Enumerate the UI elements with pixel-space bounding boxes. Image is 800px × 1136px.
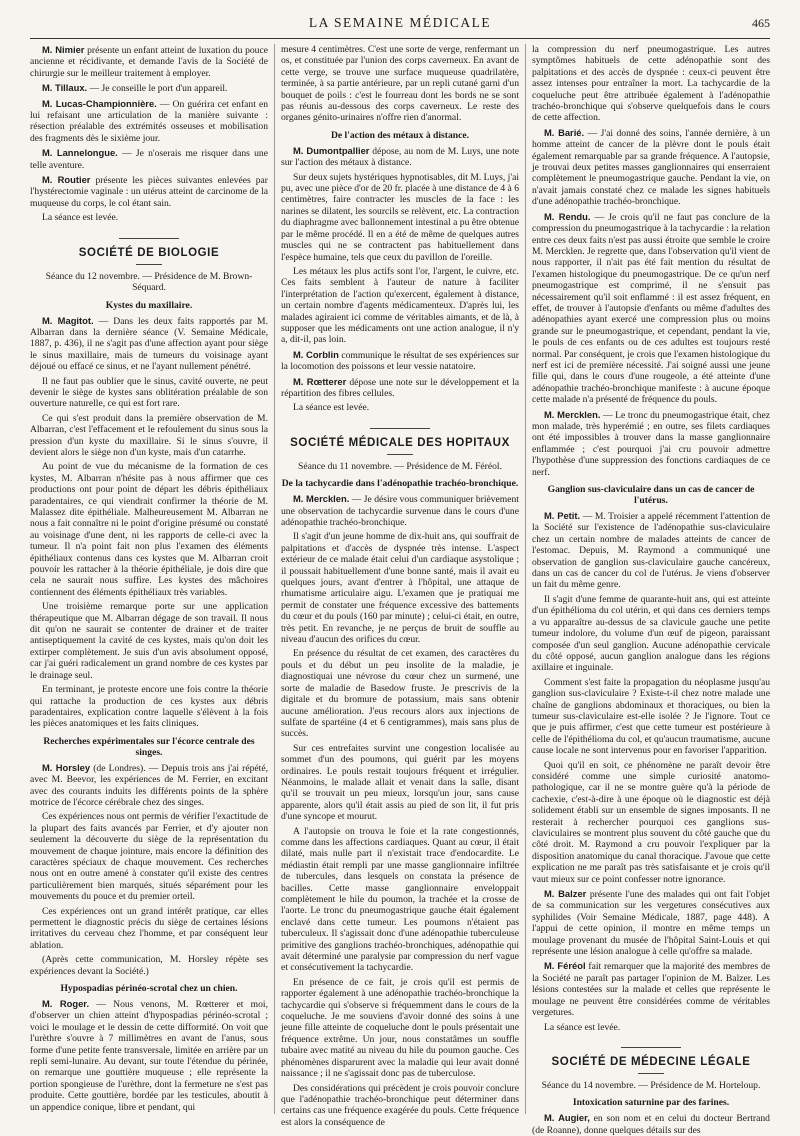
page-number: 465 bbox=[752, 16, 770, 30]
paragraph-text: — Le tronc du pneumogastrique était, chez mon malade, très hyperémié ; en outre, ses filets cardiaques ont été impossibles à trouver dans la masse ganglionnaire enflammée ; c'est pourquoi j'ai cru pouvoir admettre l'hypothèse d'une suppression des fonctions cardiaques de ce nerf. bbox=[532, 409, 770, 478]
paragraph-text: — M. Troisier a appelé récemment l'attention de la Société sur l'existence de l'adénopathie sus-claviculaire chez un certain nombre de malades atteints de cancer de l'estomac. Depuis, M. Raymond a communiqué une observation de ganglion sus-claviculaire gauche cancéreux, dans un cas de cancer du col de l'utérus. Je viens d'observer un fait du même genre. bbox=[532, 511, 770, 591]
paragraph bbox=[281, 376, 519, 400]
paragraph bbox=[30, 147, 268, 171]
paragraph-text: — Je conseille le port d'un appareil. bbox=[89, 83, 228, 95]
paragraph bbox=[30, 82, 268, 94]
paragraph: (Après cette communication, M. Horsley répète ses expériences devant la Société.) bbox=[30, 954, 268, 977]
paragraph: Les métaux les plus actifs sont l'or, l'argent, le cuivre, etc. Ces faits semblent à l'auteur de nature à faciliter l'interprétation de l'action qu'exercent, également à distance, un certain nombre d'agents médicamenteux. D'après lui, les malades agiraient ici comme de véritables aimants, et de là, à supposer que les médicaments ont une action analogue, il n'y a, dit-il, pas loin. bbox=[281, 265, 519, 346]
paragraph bbox=[532, 510, 770, 591]
session-meta: Séance du 12 novembre. — Présidence de M. Brown-Séquard. bbox=[45, 270, 253, 294]
paragraph: Sur deux sujets hystériques hypnotisables, dit M. Luys, j'ai pu, avec une pièce d'or de 20 fr. placée à une distance de 4 à 6 centimètres, faire contracter les muscles de la face : les narines se dilatent, les sourcils se relèvent, etc. La contraction du diaphragme avec ballonnement intestinal a pu être obtenue par le même procédé. Il en a été de même de quelques autres muscles qui ne se contractent pas habituellement dans l'espèce humaine, tels que ceux du pavillon de l'oreille. bbox=[281, 171, 519, 263]
paragraph bbox=[532, 211, 770, 406]
paragraph: Ces expériences nous ont permis de vérifier l'exactitude de la plupart des faits avancés par Ferrier, et d'y ajouter non seulement la découverte du siège de la représentation du mouvement de chaque jointure, mais encore la définition des caractères spéciaux de chaque mouvement. Ces recherches nous ont en outre amené à constater qu'il existe des centres particulièrement bien marqués, situés séparément pour les mouvements du pouce et du premier orteil. bbox=[30, 811, 268, 903]
paragraph bbox=[30, 98, 268, 145]
paragraph-text: — Nous venons, M. Rœtterer et moi, d'observer un chien atteint d'hypospadias périnéo-scrotal ; voici le moulage et le dessin de cette difformité. On voit que l'urèthre s'ouvre à 7 millimètres en avant de l'anus, sous forme d'une petite fente transversale, limitée en arrière par un repli semi-lunaire. Au devant, sur toute l'étendue du périnée, on remarque une gouttière muqueuse ; elle représente la portion spongieuse de l'urèthre, dont la fermeture ne s'est pas produite. Cette gouttière, bordée par les testicules, aboutit à un appendice conique, libre et pendant, qui bbox=[30, 999, 268, 1113]
speaker-name: M. Petit. bbox=[544, 510, 581, 522]
paragraph-text: — Dans les deux faits rapportés par M. Albarran dans la dernière séance (V. Semaine Médicale, 1887, p. 436), il ne s'agit pas d'une affection ayant pour siège le sinus maxillaire, mais de tumeurs du voisinage ayant déjoué ou effacé ce sinus, et ne l'ayant nullement pénétré. bbox=[30, 315, 268, 373]
speaker-name: M. Rœtterer bbox=[293, 375, 347, 387]
paragraph: Il s'agit d'un jeune homme de dix-huit ans, qui souffrait de palpitations et d'accès de dyspnée très intense. L'aspect extérieur de ce malade était celui d'un cardiaque asystolique ; il poussait habituellement d'une bonne santé, mais il avait eu quelques jours, avant d'entrer à l'hôpital, une attaque de rhumatisme articulaire aigu. L'examen que je pratiquai me permit de constater une fréquence excessive des battements du cœur et du pouls (160 par minute) ; celui-ci était, en outre, très petit. En revanche, je ne perçus de bruit de souffle au niveau d'aucun des orifices du cœur. bbox=[281, 531, 519, 646]
column-divider bbox=[274, 44, 275, 1114]
speaker-name: M. Dumontpallier bbox=[293, 144, 370, 156]
speaker-name: M. Tillaux. bbox=[42, 82, 88, 94]
paragraph-text: dépose une note sur le développement et la répartition des fibres cellules. bbox=[281, 376, 520, 399]
session-closing: La séance est levée. bbox=[293, 402, 370, 414]
paragraph: En terminant, je proteste encore une fois contre la théorie qui rattache la production de ces kystes aux débris paradentaires, explication contre laquelle s'élèvent à la fois les pièces anatomiques et les faits cliniques. bbox=[30, 684, 268, 730]
paragraph: A l'autopsie on trouva le foie et la rate congestionnés, comme dans les affections cardiaques. Quant au cœur, il était dilaté, mais nulle part il n'existait trace d'endocardite. Le médiastin était rempli par une masse ganglionnaire infiltrée de tubercules, dans lesquels on constata la présence de bacilles. Cette masse ganglionnaire enveloppait complètement le hile du poumon, la trachée et la crosse de l'aorte. Le tronc du pneumogastrique gauche était également enclavé dans cette tumeur. Les poumons n'étaient pas tuberculeux. Il s'agissait donc d'une adénopathie tuberculeuse primitive des ganglions trachéo-bronchiques, adénopathie qui avait déterminé une paralysie par compression du nerf vague et consécutivement la tachycardie. bbox=[281, 825, 519, 974]
paragraph bbox=[30, 998, 268, 1113]
speaker-name: M. Nimier bbox=[42, 44, 85, 55]
speaker-name: M. Augier, bbox=[544, 1112, 590, 1124]
paragraph: Quoi qu'il en soit, ce phénomène ne paraît devoir être considéré comme une simple curiosité anatomo-pathologique, car il ne se montre guère qu'à la période de cachexie, c'est-à-dire à une époque où le diagnostic est déjà solidement établi sur un ensemble de signes imposants. Il ne resterait à rechercher pourquoi ces ganglions sus-claviculaires se montrent plus souvent du côté gauche que du côté droit. M. Raymond a cru pouvoir l'expliquer par la disposition anatomique du canal thoracique. J'avoue que cette explication ne me paraît pas très satisfaisante et je crois qu'il vaut mieux sur ce point confesser notre ignorance. bbox=[532, 759, 770, 885]
paragraph: Des considérations qui précèdent je crois pouvoir conclure que l'adénopathie trachéo-bronchique peut déterminer dans certains cas une fréquence exagérée du pouls. Cette fréquence est alors la conséquence de bbox=[281, 1082, 519, 1128]
speaker-name: M. Magitot. bbox=[42, 314, 94, 326]
paragraph bbox=[532, 960, 770, 1018]
session-meta: Séance du 14 novembre. — Présidence de M. Horteloup. bbox=[541, 1079, 761, 1091]
paragraph-text: présente les pièces suivantes enlevées par l'hystérectomie vaginale : un utérus atteint de carcinome de la muqueuse du corps, le col étant sain. bbox=[30, 175, 268, 209]
paragraph-text: — Je désire vous communiquer brièvement une observation de tachycardie survenue dans le cours d'une adénopathie trachéo-bronchique. bbox=[281, 494, 519, 528]
paragraph-text: — On guérira cet enfant en lui refaisant une articulation de la manière suivante : résection préalable des extrémités osseuses et mobilisation des fragments dès le sixième jour. bbox=[30, 98, 268, 144]
paragraph: Il s'agit d'une femme de quarante-huit ans, qui est atteinte d'un épithélioma du col utérin, et qui dans ces derniers temps a vu apparaître au-dessus de sa clavicule gauche une petite tumeur indolore, du volume d'un œuf de pigeon, paraissant composée d'un seul ganglion. Aucune adénopathie cervicale du côté opposé, aucun ganglion analogue dans les régions axillaire et inguinale. bbox=[532, 593, 770, 674]
paragraph bbox=[30, 315, 268, 373]
paragraph bbox=[532, 409, 770, 478]
paragraph-text: — Je n'oserais me risquer dans une telle aventure. bbox=[30, 148, 268, 171]
speaker-name: M. Mercklen. bbox=[293, 493, 350, 505]
paragraph bbox=[532, 888, 770, 957]
paragraph bbox=[281, 145, 519, 169]
paragraph-text: (de Londres). — Depuis trois ans j'ai répété, avec M. Beevor, les expériences de M. Ferrier, en excitant avec des courants induits les différents points de la sphère motrice de l'écorce cérébrale chez des singes. bbox=[30, 762, 268, 808]
paragraph: En présence de ce fait, je crois qu'il est permis de rapporter également à une adénopathie trachéo-bronchique la tachycardie qui s'observe si fréquemment dans le cours de la coqueluche. Je me souviens d'avoir donné des soins à une jeune fille atteinte de coqueluche dont le pouls présentait une fréquence extrême. Un jour, nous constatâmes un souffle tubaire avec matité au niveau du hile du poumon gauche. Ces phénomènes disparurent avec la maladie qui leur avait donné naissance ; il ne s'agissait donc pas de tuberculose. bbox=[281, 976, 519, 1080]
paragraph: Comment s'est faite la propagation du néoplasme jusqu'au ganglion sus-claviculaire ? Existe-t-il chez notre malade une chaîne de ganglions abdominaux et thoraciques, ou bien la tumeur sus-claviculaire est-elle isolée ? Je l'ignore. Tout ce que je puis affirmer, c'est que cette tumeur est postérieure à celle de l'épithélioma du col, et qu'aucun traumatisme, aucune cause locale ne sont intervenus pour en favoriser l'apparition. bbox=[532, 676, 770, 757]
header-rule bbox=[30, 38, 770, 39]
speaker-name: M. Rendu. bbox=[544, 210, 591, 222]
section-subheading: Intoxication saturnine par des farines. bbox=[572, 1097, 730, 1109]
society-heading: SOCIÉTÉ DE BIOLOGIE bbox=[30, 238, 268, 265]
paragraph: Il ne faut pas oublier que le sinus, cavité ouverte, ne peut devenir le siège de kystes sans oblitération préalable de son ouverture naturelle, ce qui est fort rare. bbox=[30, 375, 268, 410]
session-meta: Séance du 11 novembre. — Présidence de M. Féréol. bbox=[298, 460, 502, 472]
speaker-name: M. Féréol bbox=[544, 960, 586, 972]
paragraph bbox=[30, 44, 268, 79]
paragraph-text: fait remarquer que la majorité des membres de la Société ne paraît pas partager l'opinion de M. Balzer. Les lésions contestées sur la malade et celles que représente le moulage ne peuvent être considérées comme de véritables vergetures. bbox=[532, 961, 770, 1019]
paragraph bbox=[532, 127, 770, 208]
speaker-name: M. Lannelongue. bbox=[42, 147, 118, 159]
paragraph: mesure 4 centimètres. C'est une sorte de verge, renfermant un os, et constituée par l'union des corps caverneux. En avant de cette verge, se trouve une surface muqueuse quadrilatère, terminée, à sa partie antérieure, par un repli cutané garni d'un bouquet de poils : c'est le fourreau dont les bords ne se sont pas réunis au-dessous des corps caverneux. Le reste des organes génito-urinaires n'offre rien d'anormal. bbox=[281, 44, 519, 124]
paragraph-text: — J'ai donné des soins, l'année dernière, à un homme atteint de cancer de la plèvre dont le pouls était également remarquable par sa grande fréquence. A l'autopsie, je trouvai deux petites masses ganglionnaires qui enserraient complètement le pneumogastrique gauche. Pendant la vie, on n'avait jamais constaté chez ce malade les signes habituels d'une adénopathie trachéo-bronchique. bbox=[532, 127, 770, 208]
speaker-name: M. Routier bbox=[42, 174, 91, 186]
paragraph: Ce qui s'est produit dans la première observation de M. Albarran, c'est l'effacement et le refoulement du sinus sous la pression d'un kyste du maxillaire. Si le sinus s'ouvre, il devient alors le siège non d'un kyste, mais d'un catarrhe. bbox=[30, 412, 268, 458]
journal-title: LA SEMAINE MÉDICALE bbox=[308, 15, 492, 30]
section-subheading: Ganglion sus-claviculaire dans un cas de cancer de l'utérus. bbox=[547, 484, 755, 507]
paragraph-text: — Je crois qu'il ne faut pas conclure de la compression du pneumogastrique à la tachycardie : la relation entre ces deux faits n'est pas aussi étroite que semble le croire M. Mercklen. Je regrette que, dans l'observation qu'il vient de nous rapporter, il n'ait pas été fait mention du résultat de l'examen histologique du pneumogastrique. De ce qu'un nerf pneumogastrique est comprimé, il ne s'ensuit pas nécessairement qu'il soit enflammé : il est assez fréquent, en effet, de trouver à l'autopsie d'enfants ou même d'adultes des adénopathies ayant exercé une compression plus ou moins grande sur le pneumogastrique, et cependant, pendant la vie, le pouls de ces enfants ou de ces adultes est toujours resté normal. Par conséquent, je crois que l'examen histologique du nerf est ici de première nécessité. J'ai soigné aussi une jeune fille qui, dans le cours d'une rougeole, a été atteinte d'une adénopathie trachéo-bronchique manifeste : à aucune époque cette malade n'a présenté de fréquence du pouls. bbox=[532, 211, 770, 406]
paragraph bbox=[30, 174, 268, 209]
column-2 bbox=[281, 44, 520, 1128]
speaker-name: M. Barié. bbox=[544, 126, 585, 138]
paragraph: Une troisième remarque porte sur une application thérapeutique que M. Albarran dégage de son travail. Il nous dit qu'on ne saurait se contenter de drainer et de traiter antiseptiquement la cavité de ces kystes, mais qu'on doit les extirper complètement. Je suis d'un avis absolument opposé, car j'ai guéri radicalement un grand nombre de ces kystes par le drainage seul. bbox=[30, 601, 268, 681]
article-columns bbox=[30, 44, 770, 1136]
paragraph: Ces expériences ont un grand intérêt pratique, car elles permettent le diagnostic précis du siège de certaines lésions irritatives du cerveau chez l'homme, et par conséquent leur ablation. bbox=[30, 905, 268, 951]
paragraph-text: présente l'une des malades qui ont fait l'objet de sa communication sur les vergetures consécutives aux syphilides (Voir Semaine Médicale, 1887, page 448). A l'appui de cette opinion, il montre en même temps un moulage provenant du musée de l'hôpital Saint-Louis et qui représente une lésion analogue à celle qu'offre sa malade. bbox=[532, 889, 770, 958]
paragraph-text: présente un enfant atteint de luxation du pouce ancienne et récidivante, et demande l'avis de la Société de chirurgie sur le meilleur traitement à employer. bbox=[30, 45, 268, 79]
speaker-name: M. Roger. bbox=[42, 998, 90, 1010]
column-divider bbox=[525, 44, 526, 1114]
section-subheading: De l'action des métaux à distance. bbox=[330, 129, 470, 141]
paragraph: la compression du nerf pneumogastrique. Les autres symptômes habituels de cette adénopathie sont des palpitations et des accès de dyspnée : ceux-ci peuvent être assez intenses pour entraîner la mort. La tachycardie de la coqueluche peut être attribuée également à l'adénopathie trachéo-bronchique qui s'observe quelquefois dans le cours de cette affection. bbox=[532, 44, 770, 124]
session-closing: La séance est levée. bbox=[42, 212, 119, 224]
page-header bbox=[30, 8, 770, 38]
session-closing: La séance est levée. bbox=[544, 1021, 621, 1033]
section-subheading: Recherches expérimentales sur l'écorce centrale des singes. bbox=[43, 735, 255, 758]
column-3 bbox=[532, 44, 770, 1136]
society-heading: SOCIÉTÉ DE MÉDECINE LÉGALE bbox=[532, 1047, 770, 1074]
speaker-name: M. Mercklen. bbox=[544, 408, 601, 420]
section-subheading: Hypospadias périnéo-scrotal chez un chien. bbox=[60, 983, 238, 995]
speaker-name: M. Balzer bbox=[544, 888, 587, 900]
paragraph bbox=[281, 349, 519, 373]
speaker-name: M. Horsley bbox=[42, 761, 91, 773]
paragraph: Au point de vue du mécanisme de la formation de ces kystes, M. Albarran n'hésite pas à nous affirmer que ces productions ont pour point de départ les débris épithéliaux paradentaires, ce qui viendrait confirmer la théorie de M. Malassez dite épithéliale. Malheureusement M. Albarran ne nous a fait connaître ni le point d'origine présumé ou constaté au voisinage d'une dent, ni les rapports de celle-ci avec la tumeur. Il n'a point fait non plus l'examen des éléments épithéliaux contenus dans ces kystes que M. Albarran croit pouvoir les rattacher à la théorie épithéliale, je dois dire que cela ne saurait nous suffire. Les kystes des mâchoires contiennent des éléments épithéliaux très variables. bbox=[30, 461, 268, 598]
section-subheading: De la tachycardie dans l'adénopathie trachéo-bronchique. bbox=[281, 478, 519, 490]
paragraph-text: dépose, au nom de M. Luys, une note sur l'action des métaux à distance. bbox=[281, 145, 519, 169]
society-heading: SOCIÉTÉ MÉDICALE DES HOPITAUX bbox=[281, 428, 519, 455]
paragraph bbox=[532, 1112, 770, 1136]
paragraph-text: communique le résultat de ses expériences sur la locomotion des poissons et leur vessie natatoire. bbox=[281, 349, 519, 373]
speaker-name: M. Corblin bbox=[293, 348, 339, 360]
speaker-name: M. Lucas-Championnière. bbox=[42, 97, 157, 109]
paragraph: Sur ces entrefaites survint une congestion localisée au sommet d'un des poumons, qui guérit par les moyens ordinaires. Le pouls restait toujours fréquent et irrégulier. Néanmoins, le malade allait et venait dans la salle, disant qu'il se trouvait un peu mieux, lorsqu'un jour, sans cause apparente, alors qu'il était assis au pied de son lit, il fut pris d'une syncope et mourut. bbox=[281, 742, 519, 823]
column-1 bbox=[30, 44, 268, 1114]
paragraph: En présence du résultat de cet examen, des caractères du pouls et du début un peu insolite de la maladie, je diagnostiquai une névrose du cœur chez un surmené, une sorte de maladie de Basedow fruste. Je prescrivis de la digitale et du bromure de potassium, mais sans obtenir aucune amélioration. J'eus recours alors aux injections de sulfate de spartéine (4 et 6 centigrammes), mais sans plus de succès. bbox=[281, 648, 519, 740]
paragraph bbox=[281, 493, 519, 528]
section-subheading: Kystes du maxillaire. bbox=[105, 299, 193, 311]
paragraph-text: en son nom et en celui du docteur Bertrand (de Roanne), donne quelques détails sur des bbox=[532, 1113, 770, 1136]
paragraph bbox=[30, 762, 268, 809]
